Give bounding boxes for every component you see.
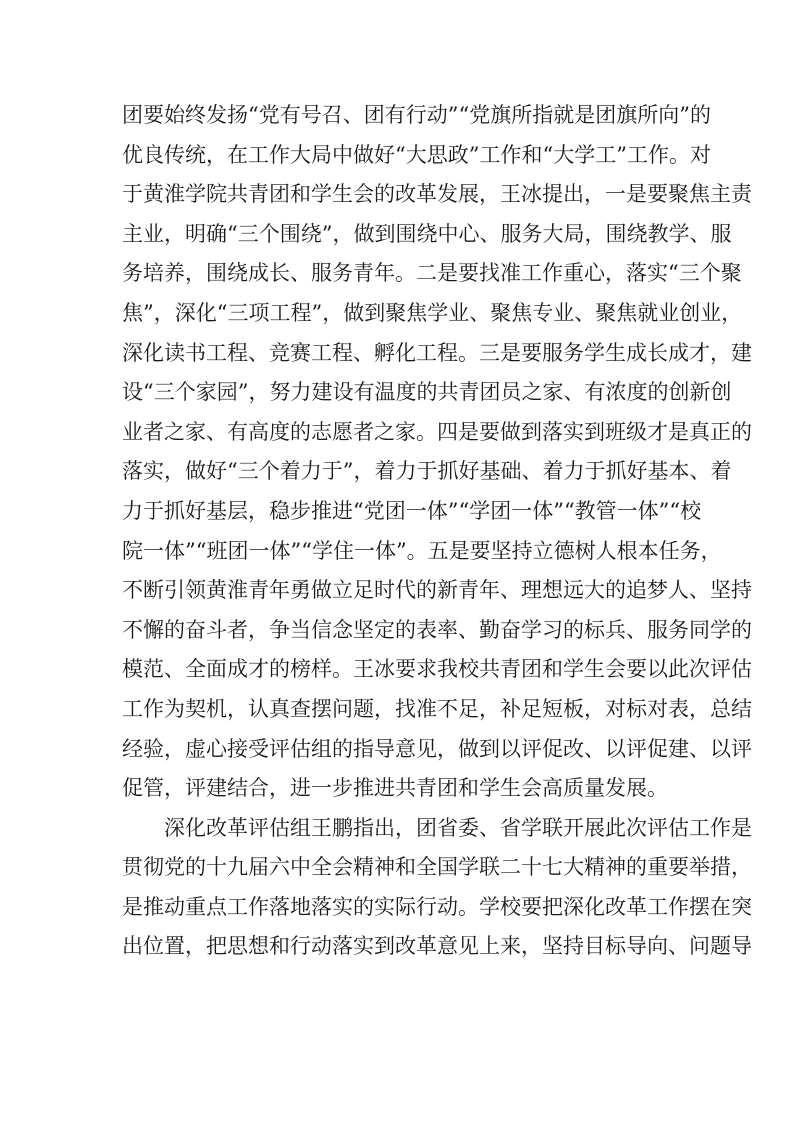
text-line: 业者之家、有高度的志愿者之家。四是要做到落实到班级才是真正的 (122, 419, 752, 444)
text-line: 贯彻党的十九届六中全会精神和全国学联二十七大精神的重要举措， (122, 855, 752, 880)
text-line: 团要始终发扬“党有号召、团有行动”“党旗所指就是团旗所向”的 (122, 103, 711, 127)
text-line: 院一体”“班团一体”“学住一体”。五是要坚持立德树人根本任务， (122, 538, 722, 563)
body-text (122, 96, 752, 967)
text-line: 主业，明确“三个围绕”，做到围绕中心、服务大局，围绕教学、服 (122, 221, 732, 246)
text-line: 促管，评建结合，进一步推进共青团和学生会高质量发展。 (122, 776, 668, 801)
text-line: 优良传统，在工作大局中做好“大思政”工作和“大学工”工作。对 (122, 142, 711, 167)
text-line: 于黄淮学院共青团和学生会的改革发展，王冰提出，一是要聚焦主责 (122, 182, 752, 207)
text-line: 落实，做好“三个着力于”，着力于抓好基础、着力于抓好基本、着 (122, 459, 732, 484)
text-line: 焦”，深化“三项工程”，做到聚焦学业、聚焦专业、聚焦就业创业， (122, 300, 743, 325)
text-line: 经验，虚心接受评估组的指导意见，做到以评促改、以评促建、以评 (122, 736, 752, 761)
text-line: 模范、全面成才的榜样。王冰要求我校共青团和学生会要以此次评估 (122, 657, 752, 682)
text-line: 力于抓好基层，稳步推进“党团一体”“学团一体”“教管一体”“校 (122, 498, 702, 523)
text-line: 不懈的奋斗者，争当信念坚定的表率、勤奋学习的标兵、服务同学的 (122, 617, 752, 642)
text-line: 务培养，围绕成长、服务青年。二是要找准工作重心，落实“三个聚 (122, 261, 742, 286)
text-line: 设“三个家园”，努力建设有温度的共青团员之家、有浓度的创新创 (122, 380, 732, 405)
text-line: 深化读书工程、竞赛工程、孵化工程。三是要服务学生成长成才，建 (122, 340, 752, 365)
paragraph-1 (122, 96, 752, 809)
paragraph-2 (122, 809, 752, 967)
text-line: 不断引领黄淮青年勇做立足时代的新青年、理想远大的追梦人、坚持 (122, 578, 752, 603)
text-line: 出位置，把思想和行动落实到改革意见上来，坚持目标导向、问题导 (122, 934, 752, 959)
text-line: 工作为契机，认真查摆问题，找准不足，补足短板，对标对表，总结 (122, 696, 752, 721)
text-line: 是推动重点工作落地落实的实际行动。学校要把深化改革工作摆在突 (122, 894, 752, 919)
text-line: 深化改革评估组王鹏指出，团省委、省学联开展此次评估工作是 (164, 815, 752, 840)
